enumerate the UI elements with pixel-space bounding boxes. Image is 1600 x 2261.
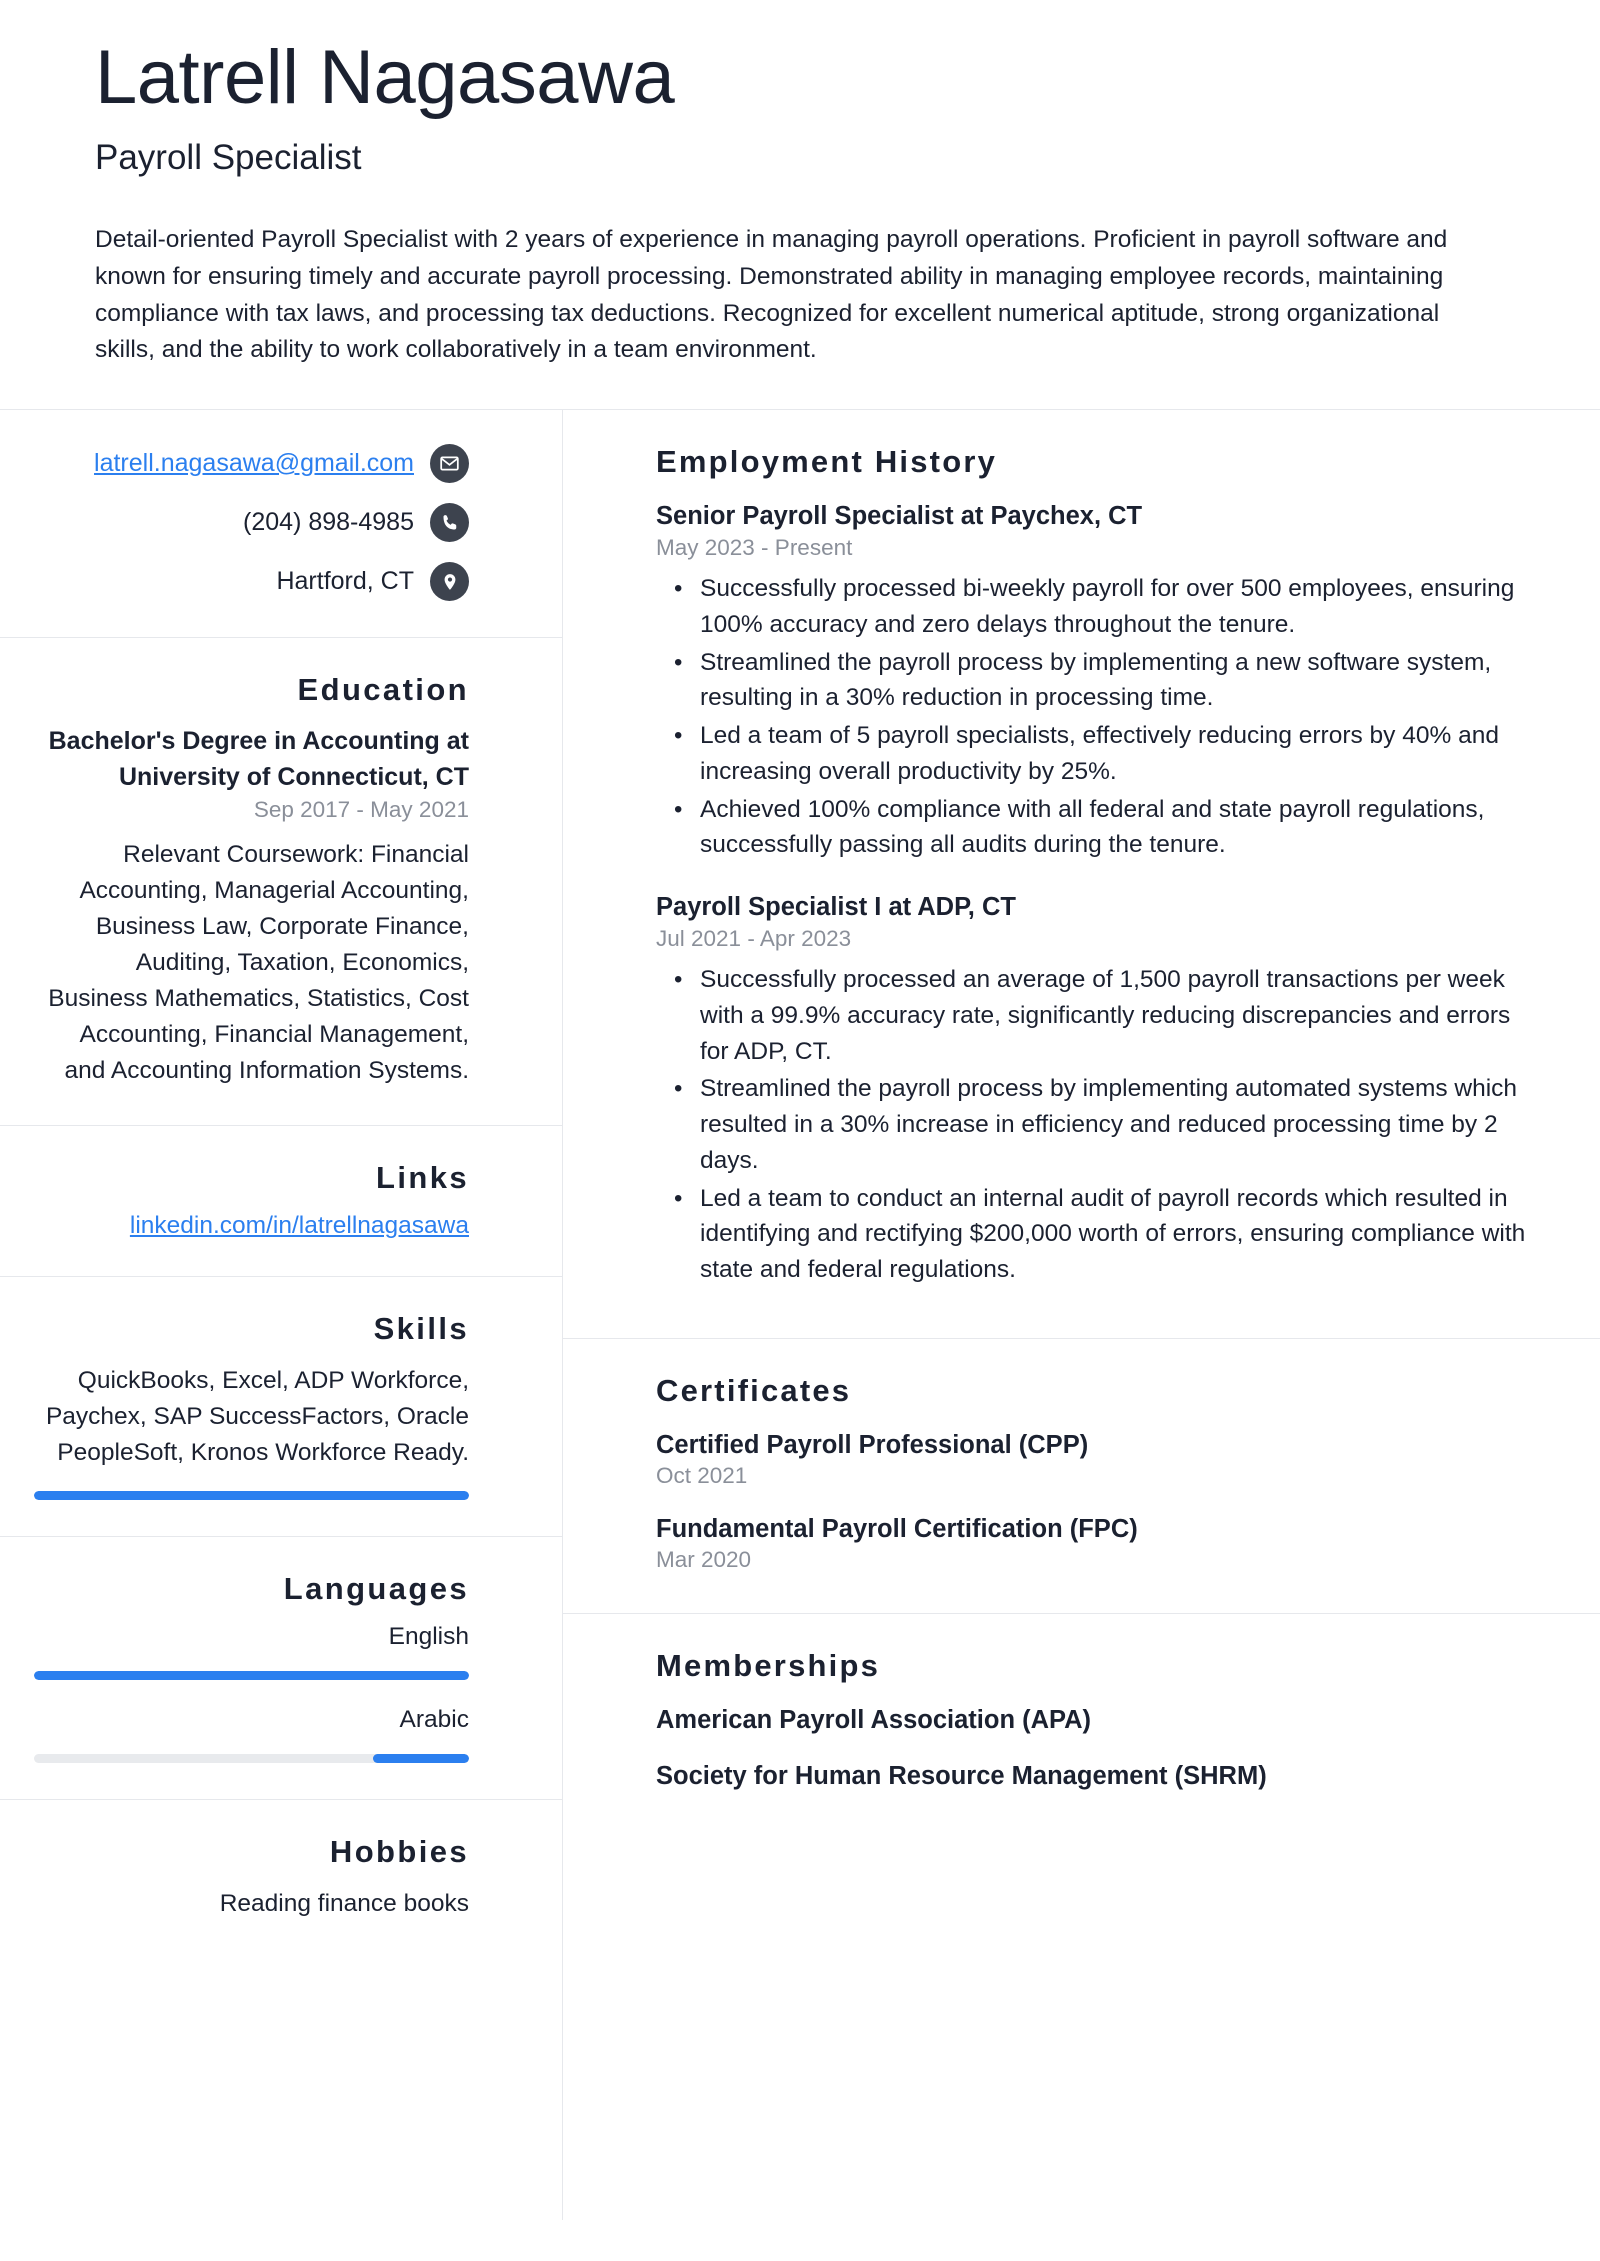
education-date: Sep 2017 - May 2021 — [253, 797, 469, 822]
bullet-item: • Led a team to conduct an internal audit of payroll records which resulted in identifying and rectifying $200,000 worth of errors, ensuring compliance with state and federal regulations. — [700, 1181, 1540, 1288]
contact-phone-row — [34, 503, 469, 542]
language-level-fill — [373, 1754, 469, 1763]
education-description: Relevant Coursework: Financial Accounting, Managerial Accounting, Business Law, Corporate Finance, Auditing, Taxation, Economics, Business Mathematics, Statistics, Cost Accounting, Financial Management, and Accounting Information Systems. — [48, 841, 469, 1084]
professional-summary: Detail-oriented Payroll Specialist with 2 years of experience in managing payroll operations. Proficient in payroll software and known for ensuring timely and accurate payroll processing. Demonstrated ability in managing employee records, maintaining compliance with tax laws, and processing tax deductions. Recognized for excellent numerical aptitude, strong organizational skills, and the ability to work collaboratively in a team environment. — [95, 226, 1448, 364]
language-level-bar — [34, 1671, 469, 1680]
education-section — [0, 638, 562, 1126]
membership-item: Society for Human Resource Management (SHRM) — [656, 1762, 1267, 1791]
bullet-item: • Successfully processed an average of 1,500 payroll transactions per week with a 99.9% accuracy rate, significantly reducing discrepancies and errors for ADP, CT. — [700, 962, 1540, 1069]
map-pin-icon — [430, 562, 469, 601]
certificates-title: Certificates — [656, 1373, 852, 1409]
experience-date: May 2023 - Present — [656, 535, 853, 560]
contact-location-value: Hartford, CT — [276, 567, 414, 595]
skills-text: QuickBooks, Excel, ADP Workforce, Paychex, SAP SuccessFactors, Oracle PeopleSoft, Kronos Workforce Ready. — [45, 1367, 469, 1466]
memberships-title: Memberships — [656, 1648, 881, 1684]
envelope-icon — [430, 444, 469, 483]
experience-heading: Payroll Specialist I at ADP, CT — [656, 893, 1016, 922]
bullet-item: • Achieved 100% compliance with all federal and state payroll regulations, successfully passing all audits during the tenure. — [700, 792, 1540, 864]
certificate-date: Mar 2020 — [656, 1547, 752, 1573]
page-title: Latrell Nagasawa — [95, 35, 675, 120]
membership-item: American Payroll Association (APA) — [656, 1706, 1092, 1735]
certificate-date: Oct 2021 — [656, 1463, 748, 1489]
language-name: English — [388, 1623, 469, 1650]
job-title: Payroll Specialist — [95, 138, 362, 177]
certificate-name: Fundamental Payroll Certification (FPC) — [656, 1515, 1138, 1544]
bullet-item: • Streamlined the payroll process by implementing automated systems which resulted in a 30% increase in efficiency and reduced processing time by 2 days. — [700, 1071, 1540, 1178]
skills-level-bar — [34, 1491, 469, 1500]
memberships-section — [563, 1614, 1600, 1831]
languages-section — [0, 1537, 562, 1800]
contact-email-value[interactable]: latrell.nagasawa@gmail.com — [94, 449, 414, 477]
language-level-fill — [34, 1671, 469, 1680]
skills-section — [0, 1277, 562, 1537]
experience-date: Jul 2021 - Apr 2023 — [656, 926, 852, 952]
certificate-name: Certified Payroll Professional (CPP) — [656, 1431, 1089, 1460]
experience-bullets — [656, 962, 1540, 1288]
main-column — [563, 410, 1600, 2220]
languages-title: Languages — [283, 1571, 469, 1606]
hobbies-text: Reading finance books — [219, 1890, 469, 1917]
language-level-bar — [34, 1754, 469, 1763]
skills-title: Skills — [373, 1311, 469, 1346]
experience-heading: Senior Payroll Specialist at Paychex, CT — [656, 502, 1143, 530]
certificate-item — [656, 1515, 1540, 1573]
language-name: Arabic — [399, 1706, 469, 1733]
links-title: Links — [376, 1160, 469, 1195]
experience-item — [656, 502, 1540, 863]
experience-bullets — [656, 571, 1540, 863]
certificate-item — [656, 1431, 1540, 1489]
link-item-linkedin[interactable]: linkedin.com/in/latrellnagasawa — [129, 1212, 469, 1239]
language-item — [34, 1623, 469, 1680]
employment-section — [563, 410, 1600, 1339]
contact-section — [0, 410, 562, 638]
bullet-item: • Led a team of 5 payroll specialists, effectively reducing errors by 40% and increasing overall productivity by 25%. — [700, 718, 1540, 790]
experience-item — [656, 893, 1540, 1288]
hobbies-title: Hobbies — [329, 1834, 469, 1869]
contact-location-row — [34, 562, 469, 601]
links-section — [0, 1126, 562, 1277]
skills-level-fill — [34, 1491, 469, 1500]
education-degree: Bachelor's Degree in Accounting at University of Connecticut, CT — [48, 727, 469, 791]
phone-icon — [430, 503, 469, 542]
contact-phone-value: (204) 898-4985 — [243, 508, 414, 536]
contact-email-row[interactable] — [34, 444, 469, 483]
bullet-item: • Streamlined the payroll process by implementing a new software system, resulting in a 30% reduction in processing time. — [700, 645, 1540, 717]
certificates-section — [563, 1339, 1600, 1614]
education-title: Education — [297, 672, 469, 707]
employment-title: Employment History — [656, 444, 998, 479]
language-item — [34, 1706, 469, 1763]
bullet-item: • Successfully processed bi-weekly payroll for over 500 employees, ensuring 100% accuracy and zero delays throughout the tenure. — [700, 571, 1540, 643]
hobbies-section — [0, 1800, 562, 1958]
resume-body — [0, 410, 1600, 2220]
sidebar-column — [0, 410, 563, 2220]
resume-header — [0, 0, 1600, 409]
